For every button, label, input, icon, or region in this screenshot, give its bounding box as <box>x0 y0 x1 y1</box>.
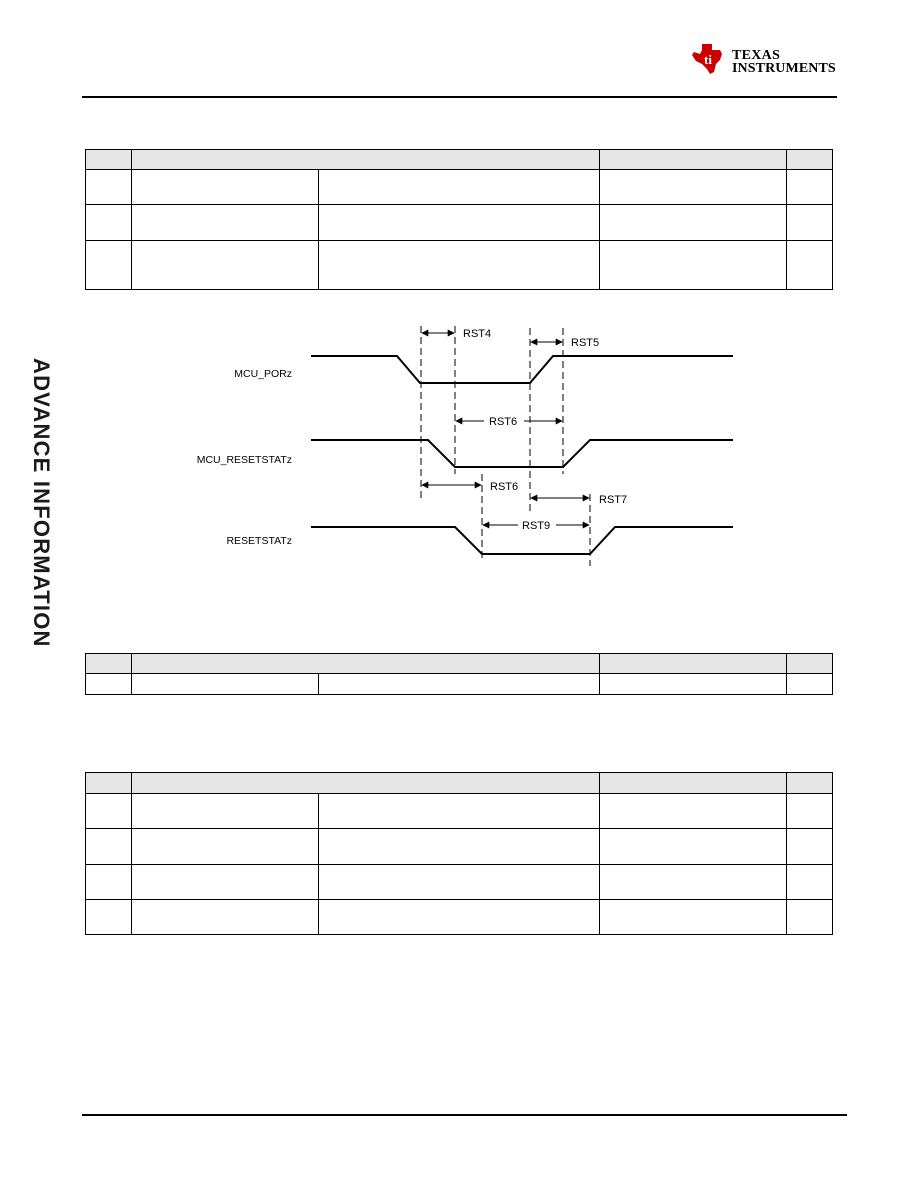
table-row <box>86 205 833 241</box>
table-cell <box>600 674 787 695</box>
table-cell <box>787 900 833 935</box>
side-banner <box>14 358 54 688</box>
table-cell <box>787 205 833 241</box>
table-cell <box>318 829 600 865</box>
ti-logo-icon <box>690 42 726 76</box>
table-header-cell <box>86 654 132 674</box>
spec-table-3 <box>85 772 833 935</box>
table-cell <box>787 865 833 900</box>
table-cell <box>600 241 787 290</box>
table-cell <box>131 794 318 829</box>
table-header-row <box>86 773 833 794</box>
table-row <box>86 900 833 935</box>
table-header-cell <box>787 654 833 674</box>
header-rule <box>82 96 837 98</box>
table-header-cell <box>86 150 132 170</box>
table-cell <box>131 170 318 205</box>
table-row <box>86 829 833 865</box>
label-rst5: RST5 <box>571 337 600 349</box>
signal-label-mcu-resetstatz: MCU_RESETSTATz <box>196 454 292 466</box>
table-row <box>86 794 833 829</box>
footer-rule <box>82 1114 847 1116</box>
table-row <box>86 674 833 695</box>
table-cell <box>600 865 787 900</box>
table-cell <box>86 900 132 935</box>
table-header-cell <box>131 654 599 674</box>
table-row <box>86 241 833 290</box>
spec-table-2 <box>85 653 833 695</box>
signal-label-mcu-porz: MCU_PORz <box>234 368 292 380</box>
table-cell <box>318 205 600 241</box>
table-cell <box>86 170 132 205</box>
label-rst6a: RST6 <box>489 416 518 428</box>
label-rst9: RST9 <box>522 520 551 532</box>
label-rst7: RST7 <box>599 494 628 506</box>
table-cell <box>600 829 787 865</box>
signal-label-resetstatz: RESETSTATz <box>226 535 292 547</box>
table-cell <box>131 865 318 900</box>
table-header-cell <box>600 150 787 170</box>
table-cell <box>318 170 600 205</box>
table-cell <box>787 241 833 290</box>
label-rst4: RST4 <box>463 328 492 340</box>
table-header-row <box>86 654 833 674</box>
table-cell <box>318 900 600 935</box>
label-rst6b: RST6 <box>490 481 519 493</box>
table-cell <box>318 241 600 290</box>
table-cell <box>600 205 787 241</box>
table-cell <box>86 865 132 900</box>
ti-logo <box>690 42 840 82</box>
table-cell <box>787 674 833 695</box>
logo-wordmark <box>732 49 836 75</box>
table-header-cell <box>86 773 132 794</box>
spec-table-1 <box>85 149 833 290</box>
table-cell <box>131 241 318 290</box>
table-cell <box>86 241 132 290</box>
table-cell <box>787 170 833 205</box>
table-cell <box>86 674 132 695</box>
table-header-cell <box>600 654 787 674</box>
side-banner-text: ADVANCE INFORMATION <box>29 358 54 648</box>
table-cell <box>131 900 318 935</box>
table-cell <box>787 794 833 829</box>
table-row <box>86 865 833 900</box>
waveform-mcu-resetstatz <box>311 440 733 467</box>
table-header-cell <box>131 773 599 794</box>
table-header-cell <box>131 150 599 170</box>
table-cell <box>600 900 787 935</box>
waveform-mcu-porz <box>311 356 733 383</box>
table-header-cell <box>787 773 833 794</box>
logo-line-instruments: INSTRUMENTS <box>732 61 836 76</box>
table-cell <box>131 205 318 241</box>
table-cell <box>600 170 787 205</box>
table-cell <box>86 829 132 865</box>
table-cell <box>86 205 132 241</box>
table-cell <box>787 829 833 865</box>
table-header-cell <box>787 150 833 170</box>
table-cell <box>318 674 600 695</box>
table-cell <box>131 674 318 695</box>
table-cell <box>318 865 600 900</box>
svg-text:ti: ti <box>704 52 712 67</box>
table-cell <box>600 794 787 829</box>
table-cell <box>318 794 600 829</box>
table-cell <box>131 829 318 865</box>
logo-line-texas: TEXAS <box>732 48 781 63</box>
timing-reference-lines <box>421 326 590 566</box>
table-header-row <box>86 150 833 170</box>
table-row <box>86 170 833 205</box>
table-cell <box>86 794 132 829</box>
waveform-resetstatz <box>311 527 733 554</box>
table-header-cell <box>600 773 787 794</box>
